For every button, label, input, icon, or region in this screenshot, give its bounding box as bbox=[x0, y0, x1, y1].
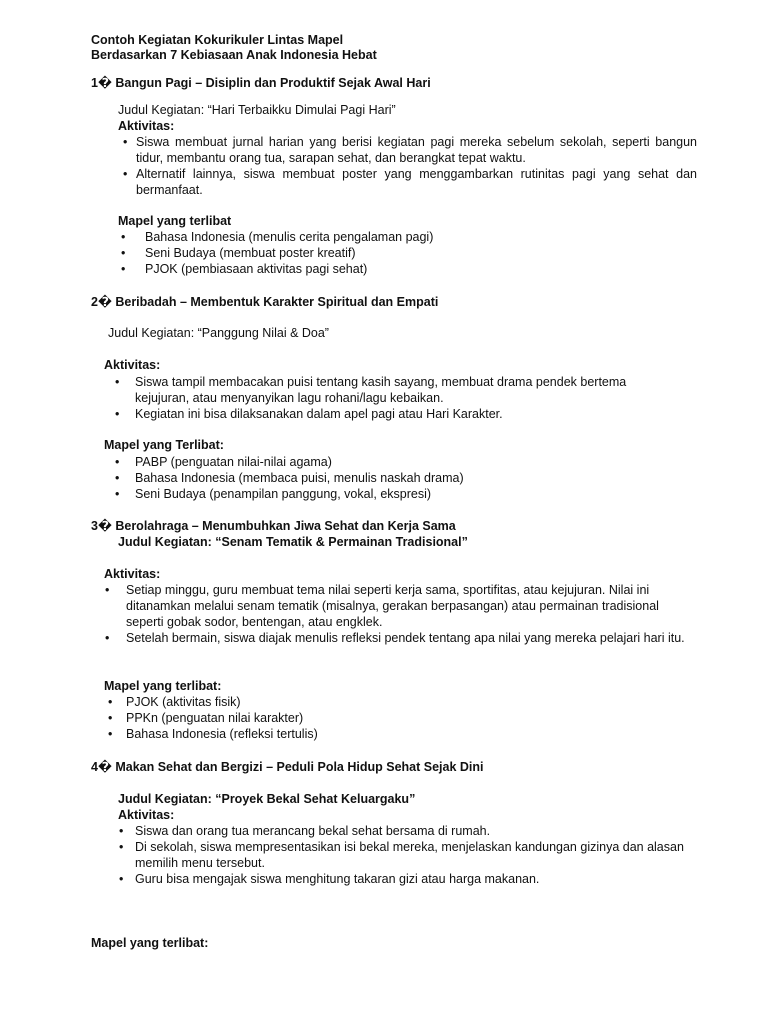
list-item bbox=[121, 261, 705, 277]
bullet-icon: • bbox=[119, 824, 124, 838]
list-item bbox=[119, 823, 690, 839]
list-item bbox=[119, 839, 690, 871]
section-1-aktivitas-label: Aktivitas: bbox=[118, 119, 175, 133]
section-2-mapel-list bbox=[115, 454, 695, 502]
bullet-icon: • bbox=[108, 695, 113, 709]
section-3-aktivitas-label: Aktivitas: bbox=[104, 567, 161, 581]
list-item-text: Bahasa Indonesia (menulis cerita pengalaman pagi) bbox=[145, 230, 434, 244]
bullet-icon: • bbox=[108, 711, 113, 725]
bullet-icon: • bbox=[105, 631, 110, 645]
list-item-text: Bahasa Indonesia (membaca puisi, menulis naskah drama) bbox=[135, 471, 464, 485]
list-item-text: Siswa tampil membacakan puisi tentang kasih sayang, membuat drama pendek bertema kejujuran, atau menyanyikan lagu rohani/lagu kebaikan. bbox=[135, 375, 627, 405]
section-4-aktivitas-label: Aktivitas: bbox=[118, 808, 175, 822]
section-4-mapel-label: Mapel yang terlibat: bbox=[91, 936, 209, 950]
bullet-icon: • bbox=[115, 375, 120, 389]
section-3-aktivitas-list bbox=[105, 582, 691, 646]
section-2-mapel-label: Mapel yang Terlibat: bbox=[104, 438, 224, 452]
list-item-text: Di sekolah, siswa mempresentasikan isi bekal mereka, menjelaskan kandungan gizinya dan alasan memilih menu tersebut. bbox=[135, 840, 684, 870]
list-item bbox=[115, 486, 695, 502]
list-item bbox=[115, 470, 695, 486]
bullet-icon: • bbox=[123, 167, 128, 181]
list-item bbox=[115, 374, 680, 406]
list-item-text: Bahasa Indonesia (refleksi tertulis) bbox=[126, 727, 318, 741]
bullet-icon: • bbox=[108, 727, 113, 741]
bullet-icon: • bbox=[123, 135, 128, 149]
list-item-text: Siswa dan orang tua merancang bekal sehat bersama di rumah. bbox=[135, 824, 491, 838]
list-item bbox=[108, 726, 686, 742]
bullet-icon: • bbox=[115, 455, 120, 469]
list-item-text: PPKn (penguatan nilai karakter) bbox=[126, 711, 304, 725]
section-3-mapel-label: Mapel yang terlibat: bbox=[104, 679, 222, 693]
list-item bbox=[123, 134, 697, 166]
list-item-text: Guru bisa mengajak siswa menghitung takaran gizi atau harga makanan. bbox=[135, 872, 540, 886]
section-2-aktivitas-label: Aktivitas: bbox=[104, 358, 161, 372]
section-3-judul: Judul Kegiatan: “Senam Tematik & Permainan Tradisional” bbox=[118, 535, 468, 549]
list-item bbox=[108, 710, 686, 726]
bullet-icon: • bbox=[121, 246, 126, 260]
list-item-text: Seni Budaya (penampilan panggung, vokal, ekspresi) bbox=[135, 487, 432, 501]
section-2-judul: Judul Kegiatan: “Panggung Nilai & Doa” bbox=[108, 326, 329, 340]
list-item-text: Siswa membuat jurnal harian yang berisi kegiatan pagi mereka sebelum sekolah, seperti bangun tidur, membantu orang tua, sarapan sehat, dan berangkat tepat waktu. bbox=[136, 135, 697, 165]
list-item bbox=[121, 229, 705, 245]
list-item-text: PJOK (pembiasaan aktivitas pagi sehat) bbox=[145, 262, 368, 276]
list-item bbox=[105, 582, 691, 630]
list-item-text: Setelah bermain, siswa diajak menulis refleksi pendek tentang apa nilai yang mereka pelajari hari itu. bbox=[126, 631, 685, 645]
doc-title-line-2: Berdasarkan 7 Kebiasaan Anak Indonesia Hebat bbox=[91, 48, 377, 62]
section-2-aktivitas-list bbox=[115, 374, 680, 422]
section-1-judul: Judul Kegiatan: “Hari Terbaikku Dimulai Pagi Hari” bbox=[118, 103, 396, 117]
section-2-heading: 2� Beribadah – Membentuk Karakter Spiritual dan Empati bbox=[91, 295, 439, 309]
bullet-icon: • bbox=[115, 487, 120, 501]
doc-title-line-1: Contoh Kegiatan Kokurikuler Lintas Mapel bbox=[91, 33, 344, 47]
list-item-text: Alternatif lainnya, siswa membuat poster yang menggambarkan rutinitas pagi yang sehat dan bermanfaat. bbox=[136, 167, 697, 197]
list-item-text: PABP (penguatan nilai-nilai agama) bbox=[135, 455, 332, 469]
section-1-heading: 1� Bangun Pagi – Disiplin dan Produktif Sejak Awal Hari bbox=[91, 76, 431, 90]
list-item bbox=[121, 245, 705, 261]
list-item-text: Kegiatan ini bisa dilaksanakan dalam apel pagi atau Hari Karakter. bbox=[135, 407, 503, 421]
bullet-icon: • bbox=[119, 840, 124, 854]
list-item bbox=[105, 630, 691, 646]
section-1-mapel-label: Mapel yang terlibat bbox=[118, 214, 232, 228]
section-3-mapel-list bbox=[108, 694, 686, 742]
section-1-mapel-list bbox=[121, 229, 705, 277]
list-item-text: PJOK (aktivitas fisik) bbox=[126, 695, 241, 709]
bullet-icon: • bbox=[121, 230, 126, 244]
section-4-aktivitas-list bbox=[119, 823, 690, 887]
list-item bbox=[119, 871, 690, 887]
bullet-icon: • bbox=[121, 262, 126, 276]
bullet-icon: • bbox=[105, 583, 110, 597]
list-item bbox=[115, 406, 680, 422]
list-item-text: Setiap minggu, guru membuat tema nilai seperti kerja sama, sportifitas, atau kejujuran. Nilai ini ditanamkan melalui senam tematik (misalnya, gerakan berpasangan) atau permainan tradisional seperti gobak sodor, bentengan, atau engklek. bbox=[126, 583, 659, 629]
list-item bbox=[108, 694, 686, 710]
bullet-icon: • bbox=[115, 407, 120, 421]
bullet-icon: • bbox=[119, 872, 124, 886]
list-item-text: Seni Budaya (membuat poster kreatif) bbox=[145, 246, 356, 260]
section-3-heading: 3� Berolahraga – Menumbuhkan Jiwa Sehat dan Kerja Sama bbox=[91, 519, 456, 533]
section-4-heading: 4� Makan Sehat dan Bergizi – Peduli Pola Hidup Sehat Sejak Dini bbox=[91, 760, 484, 774]
list-item bbox=[123, 166, 697, 198]
bullet-icon: • bbox=[115, 471, 120, 485]
list-item bbox=[115, 454, 695, 470]
section-1-aktivitas-list bbox=[123, 134, 697, 198]
section-4-judul: Judul Kegiatan: “Proyek Bekal Sehat Keluargaku” bbox=[118, 792, 416, 806]
